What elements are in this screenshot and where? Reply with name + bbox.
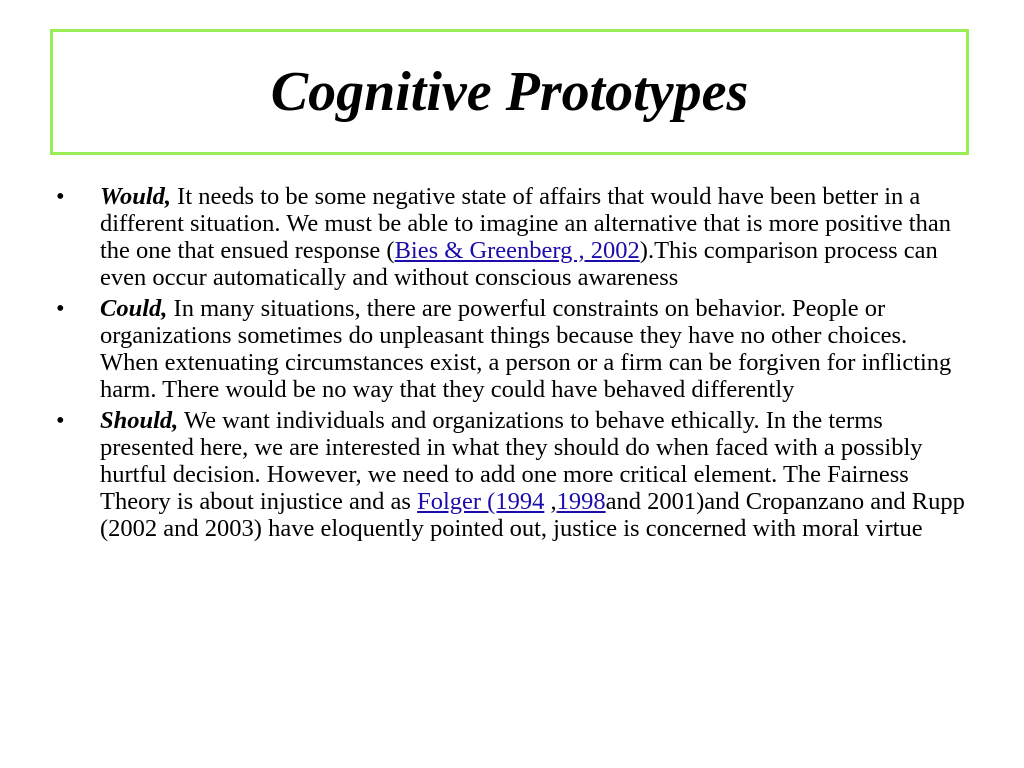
bullet-dot-icon: • [56, 183, 65, 210]
citation-link-bies-greenberg[interactable]: Bies & Greenberg , 2002 [394, 237, 640, 264]
bullet-text: , [544, 488, 557, 515]
bullet-should [56, 407, 968, 542]
bullet-lead: Could, [100, 295, 168, 322]
bullet-lead: Would, [100, 183, 172, 210]
bullet-text: ).This comparison process can even occur automatically and without conscious awareness [100, 237, 938, 291]
slide-title: Cognitive Prototypes [270, 61, 749, 123]
bullet-dot-icon: • [56, 407, 65, 434]
bullet-would [56, 183, 968, 291]
bullet-text: It needs to be some negative state of affairs that would have been better in a different situation. We must be able to imagine an alternative that is more positive than the one that ensued response ( [100, 183, 951, 264]
bullet-lead: Should, [100, 407, 179, 434]
bullet-text: In many situations, there are powerful constraints on behavior. People or organizations sometimes do unpleasant things because they have no other choices. When extenuating circumstances exist, a person or a firm can be forgiven for inflicting harm. There would be no way that they could have behaved differently [100, 295, 952, 403]
citation-link-folger-1994[interactable]: Folger (1994 [417, 488, 545, 515]
citation-link-1998[interactable]: 1998 [556, 488, 606, 515]
bullet-dot-icon: • [56, 295, 65, 322]
bullet-could [56, 295, 968, 403]
title-box [50, 29, 969, 155]
bullet-list [56, 183, 968, 546]
bullet-text: and 2001)and Cropanzano and Rupp (2002 and 2003) have eloquently pointed out, justice is concerned with moral virtue [100, 488, 965, 542]
bullet-text: We want individuals and organizations to behave ethically. In the terms presented here, we are interested in what they should do when faced with a possibly hurtful decision. However, we need to add one more critical element. The Fairness Theory is about injustice and as [100, 407, 923, 515]
